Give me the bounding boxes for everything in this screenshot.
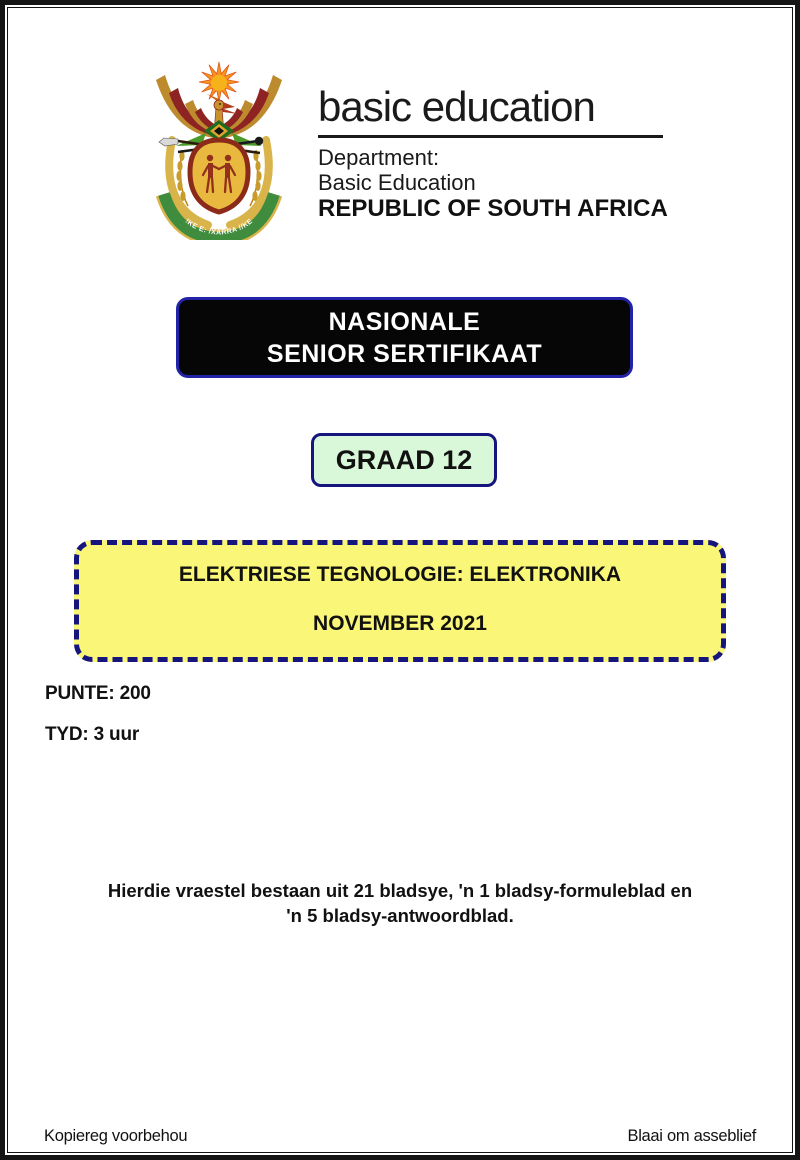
subject-box bbox=[74, 540, 726, 662]
coat-of-arms-logo bbox=[146, 56, 292, 240]
certificate-title-box bbox=[176, 297, 633, 378]
copyright-note: Kopiereg voorbehou bbox=[44, 1127, 188, 1145]
page-turn-note: Blaai om asseblief bbox=[627, 1127, 756, 1145]
department-name: Basic Education bbox=[318, 170, 476, 195]
exam-session: NOVEMBER 2021 bbox=[313, 612, 487, 635]
note-line1: Hierdie vraestel bestaan uit 21 bladsye, 'n 1 bladsy-formuleblad en bbox=[107, 880, 693, 901]
grade-label: GRAAD 12 bbox=[335, 444, 473, 475]
subject-title: ELEKTRIESE TEGNOLOGIE: ELEKTRONIKA bbox=[178, 563, 622, 586]
grade-badge bbox=[311, 433, 497, 487]
department-label: Department: bbox=[318, 145, 440, 170]
certificate-line1: NASIONALE bbox=[328, 307, 481, 336]
marks-label: PUNTE: 200 bbox=[45, 683, 151, 704]
country-name: REPUBLIC OF SOUTH AFRICA bbox=[318, 195, 668, 222]
shield-icon bbox=[190, 140, 248, 212]
brand-block bbox=[318, 84, 678, 222]
logo-motto: !KE E: /XARRA //KE bbox=[183, 217, 255, 237]
time-label: TYD: 3 uur bbox=[45, 724, 140, 745]
note-line2: 'n 5 bladsy-antwoordblad. bbox=[286, 905, 514, 926]
sun-icon bbox=[199, 62, 239, 102]
brand-wordmark: basic education bbox=[318, 83, 595, 130]
page-count-note bbox=[0, 878, 800, 928]
certificate-line2: SENIOR SERTIFIKAAT bbox=[266, 339, 543, 368]
brand-rule bbox=[318, 135, 663, 138]
